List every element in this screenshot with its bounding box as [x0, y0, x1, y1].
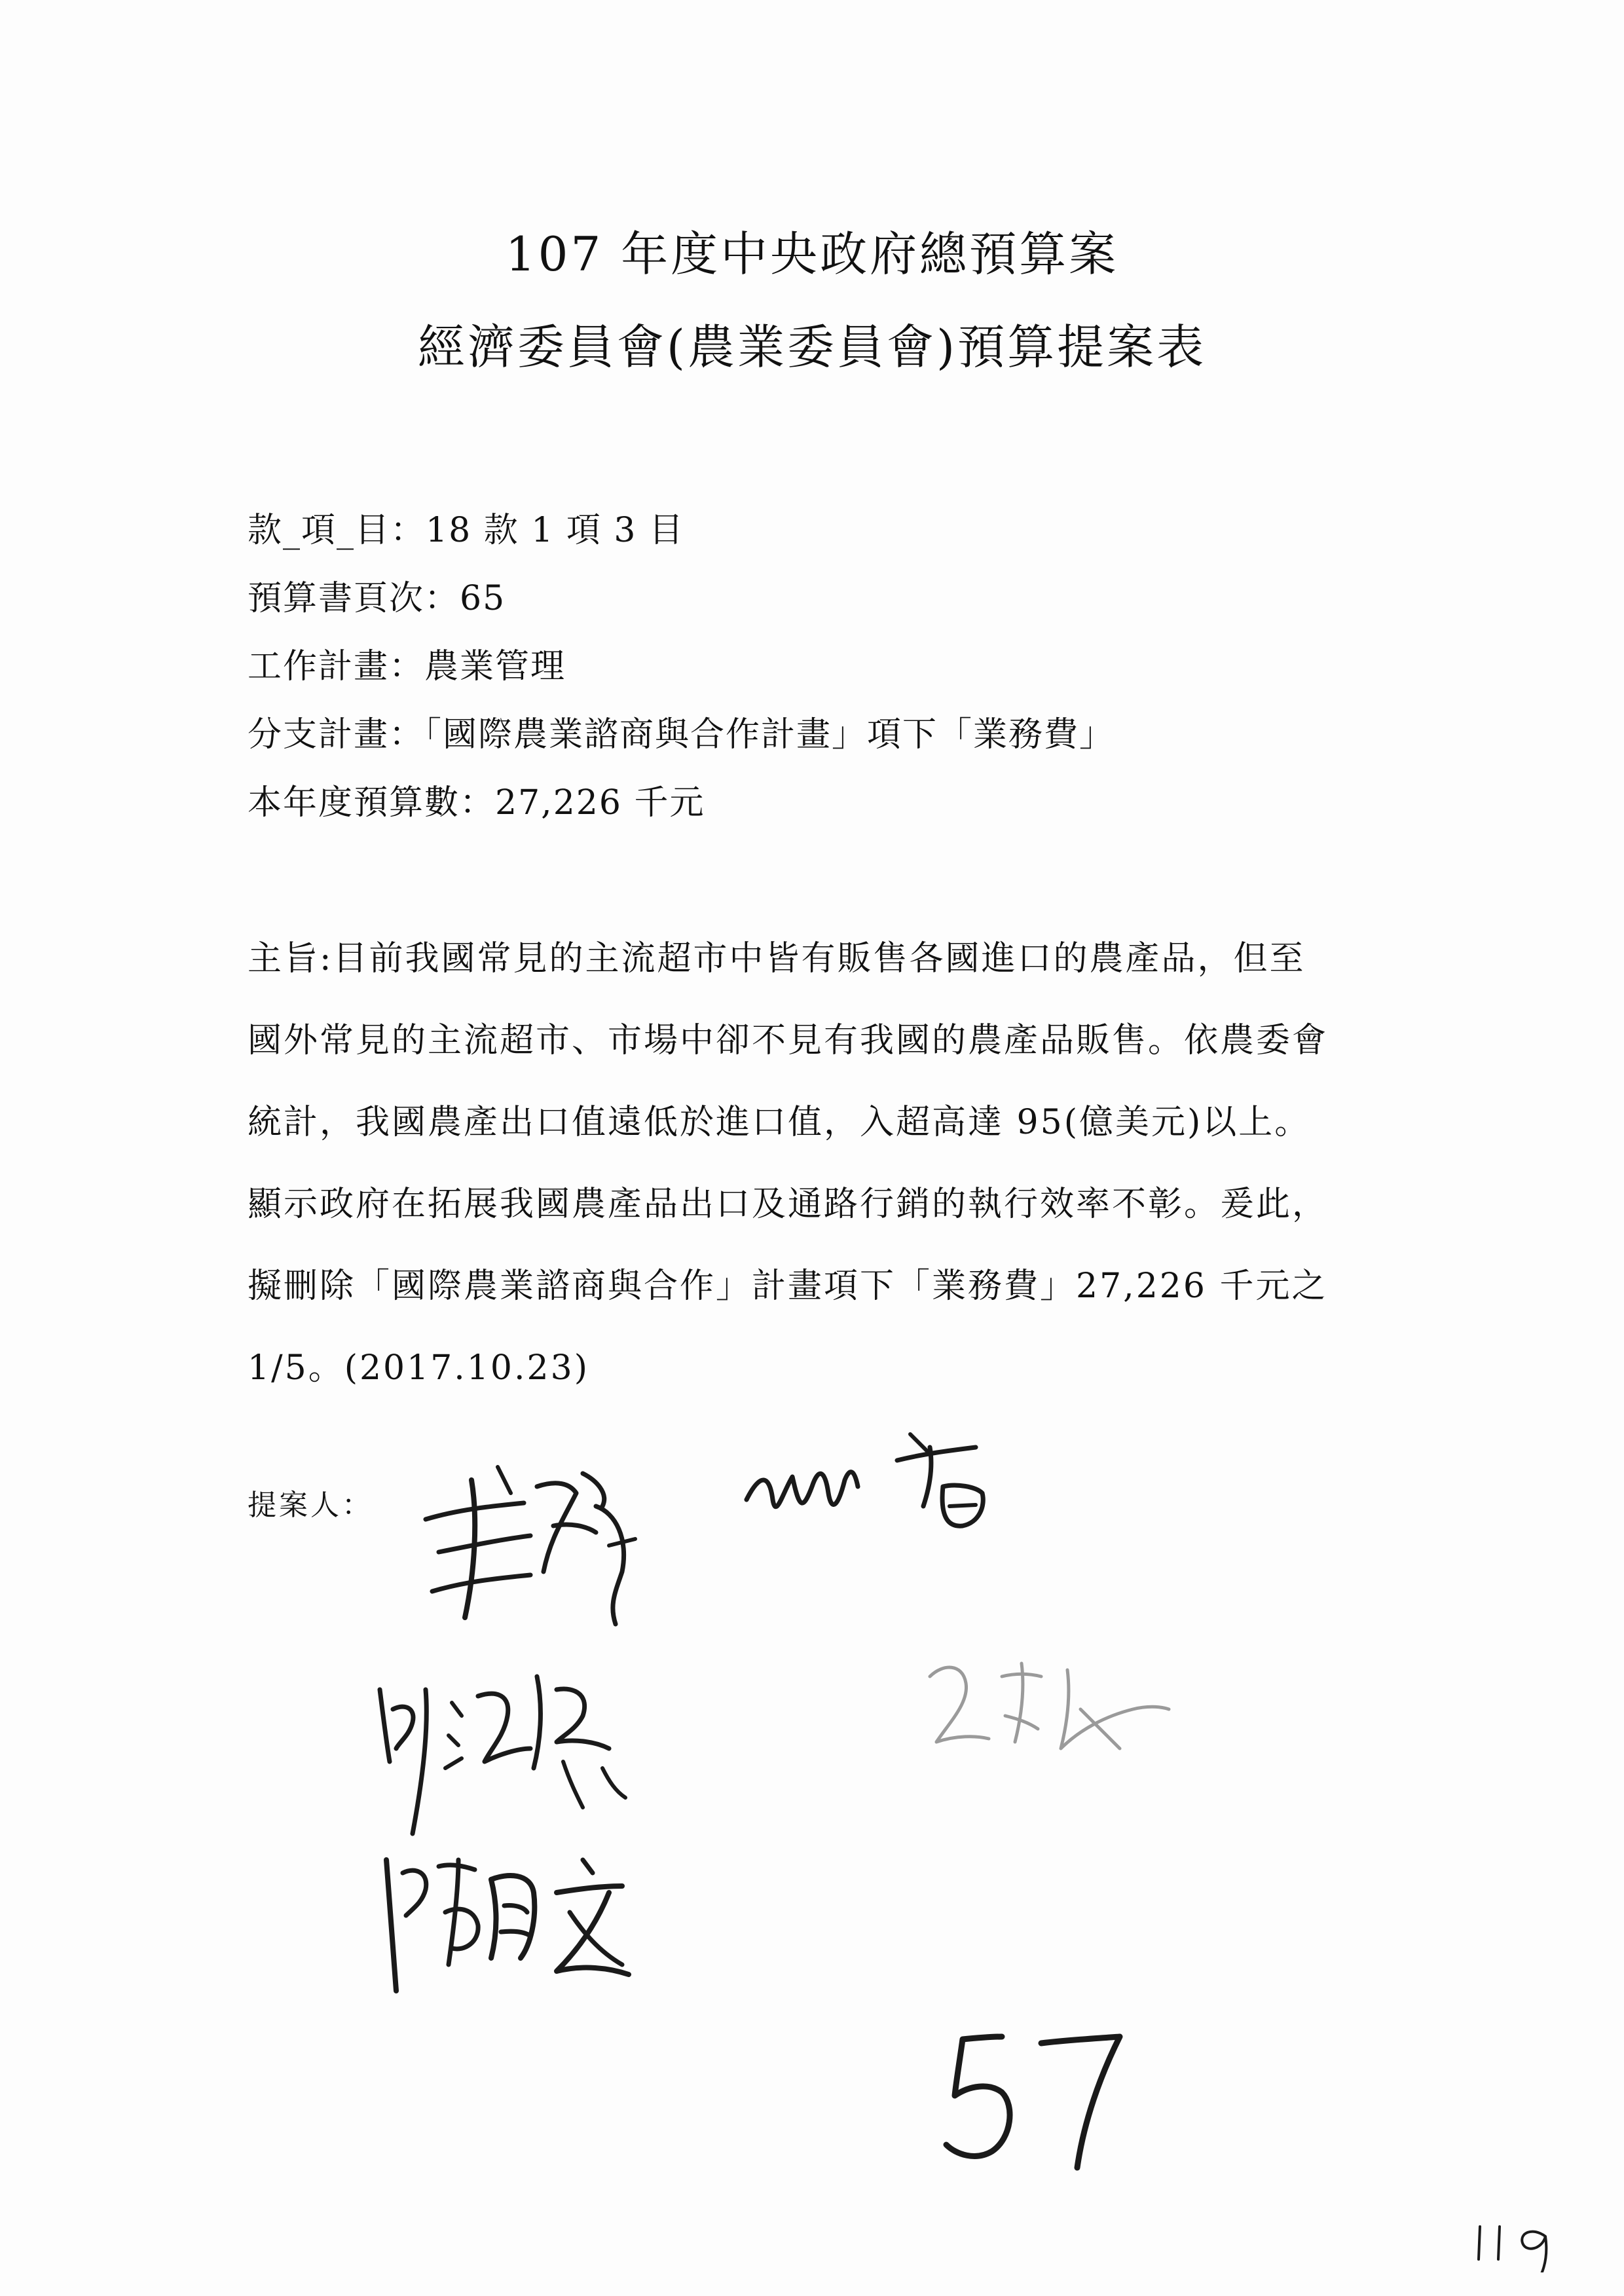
signature-4 [917, 1637, 1179, 1781]
signature-3 [367, 1650, 642, 1847]
subject-paragraph [248, 918, 1400, 1409]
corner-page-number [1467, 2207, 1585, 2272]
handwritten-page-number [930, 2017, 1139, 2174]
signature-1 [399, 1441, 648, 1637]
subject-line: 1/5。(2017.10.23) [248, 1348, 589, 1388]
document-title-line1: 107 年度中央政府總預算案 [505, 227, 1119, 282]
proposer-label: 提案人： [248, 1489, 373, 1522]
signature-5 [367, 1834, 642, 2004]
field-budget-page: 預算書頁次：65 [248, 579, 506, 618]
subject-line: 國外常見的主流超市、市場中卻不見有我國的農產品販售。依農委會 [248, 1021, 1329, 1060]
signature-2 [733, 1415, 1008, 1546]
subject-line: 主旨:目前我國常見的主流超市中皆有販售各國進口的農產品，但至 [248, 939, 1306, 978]
subject-line: 擬刪除「國際農業諮商與合作」計畫項下「業務費」27,226 千元之 [248, 1267, 1328, 1306]
handwritten-page-number-text [0, 0, 1, 1]
field-sub-plan: 分支計畫：「國際農業諮商與合作計畫」項下「業務費」 [248, 715, 1115, 754]
field-budget-amount: 本年度預算數：27,226 千元 [248, 783, 705, 823]
corner-page-number-text [0, 0, 1, 1]
field-work-plan: 工作計畫：農業管理 [248, 647, 566, 686]
document-title-line2: 經濟委員會(農業委員會)預算提案表 [417, 320, 1207, 375]
subject-line: 顯示政府在拓展我國農產品出口及通路行銷的執行效率不彰。爰此， [248, 1185, 1329, 1224]
field-item: 款_項_目：18 款 1 項 3 目 [248, 511, 684, 550]
subject-line: 統計，我國農產出口值遠低於進口值，入超高達 95(億美元)以上。 [248, 1103, 1311, 1142]
budget-fields [248, 496, 1492, 837]
